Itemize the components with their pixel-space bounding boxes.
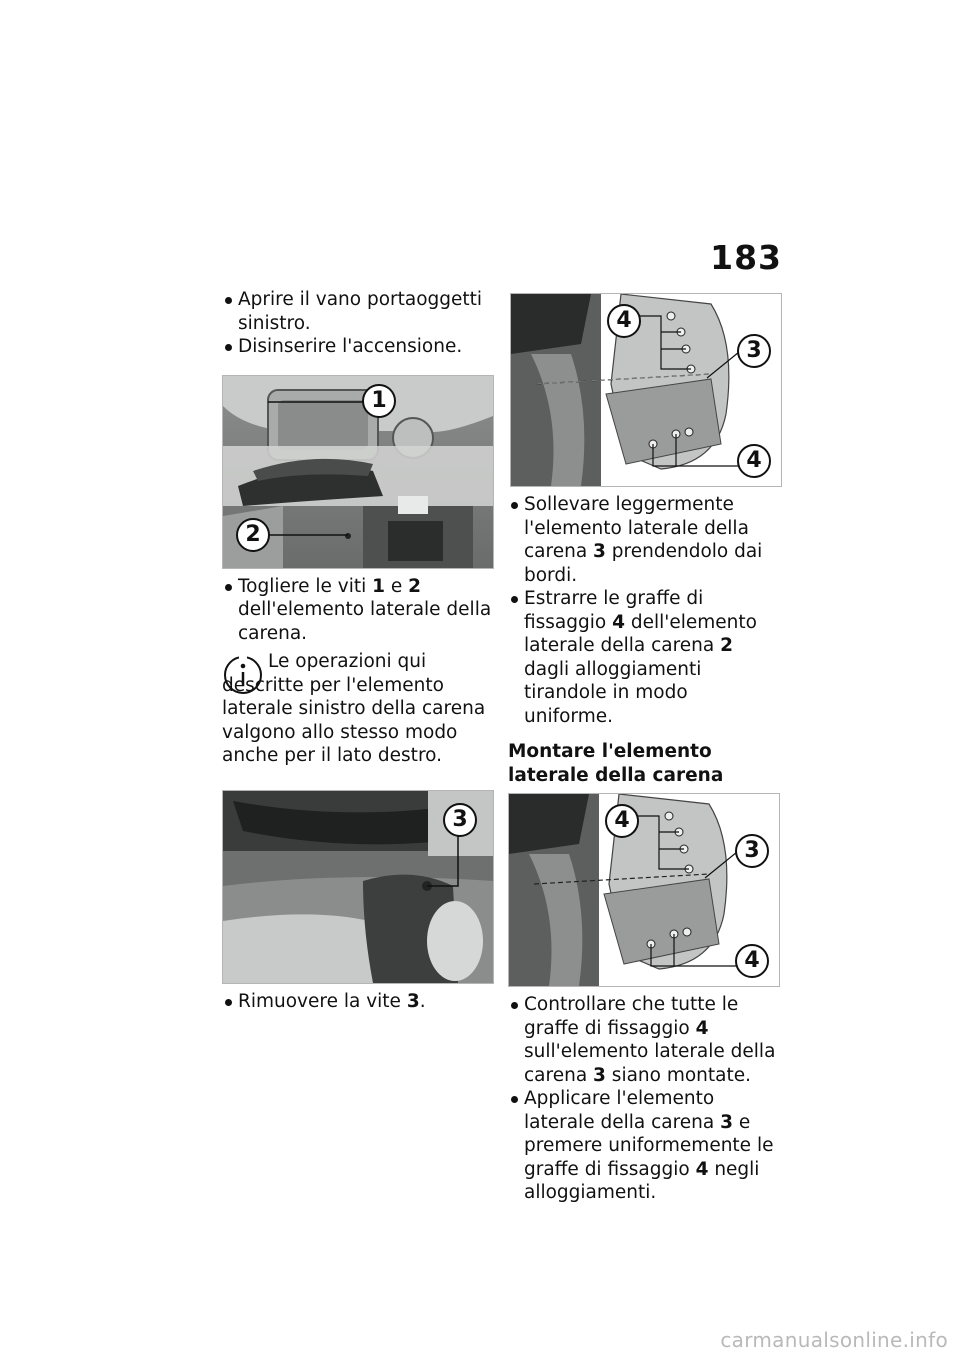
figure-screws-1-2 (222, 375, 494, 569)
callout-3: 3 (735, 834, 769, 868)
callout-4-bottom: 4 (735, 944, 769, 978)
callout-2: 2 (236, 518, 270, 552)
figure-screw-3 (222, 790, 494, 984)
info-note (222, 650, 494, 768)
figure-clips-install (508, 793, 780, 987)
instruction-apply-panel: Applicare l'elemento laterale della carena 3 e premere uniformemente le graffe di fissaggio 4 negli alloggiamenti. (508, 1087, 780, 1205)
page-number: 183 (710, 238, 782, 277)
right-column (508, 493, 780, 1205)
section-heading: Montare l'elemento laterale della carena (508, 741, 724, 786)
instruction-extract-clips: Estrarre le graffe di fissaggio 4 dell'elemento laterale della carena 2 dagli alloggiamenti tirandole in modo uniforme. (508, 587, 780, 728)
instruction-remove-screws-1-2: Togliere le viti 1 e 2 dell'elemento laterale della carena. (222, 575, 494, 646)
callout-4-top: 4 (605, 804, 639, 838)
instruction-ignition-off: Disinserire l'accensione. (222, 335, 494, 359)
callout-4-top: 4 (607, 304, 641, 338)
info-icon (222, 654, 264, 696)
callout-1: 1 (362, 384, 396, 418)
instruction-open-compartment: Aprire il vano portaoggetti sinistro. (222, 288, 494, 335)
instruction-lift-panel: Sollevare leggermente l'elemento laterale della carena 3 prendendolo dai bordi. (508, 493, 780, 587)
instruction-remove-screw-3: Rimuovere la vite 3. (222, 990, 494, 1014)
info-note-text: Le operazioni qui descritte per l'elemento laterale sinistro della carena valgono allo stesso modo anche per il lato destro. (222, 651, 486, 766)
callout-3: 3 (737, 334, 771, 368)
figure-clips-removal (510, 293, 782, 487)
callout-3: 3 (443, 803, 477, 837)
footer-watermark: carmanualsonline.info (720, 1328, 948, 1352)
instruction-check-clips: Controllare che tutte le graffe di fissaggio 4 sull'elemento laterale della carena 3 siano montate. (508, 993, 780, 1087)
callout-4-bottom: 4 (737, 444, 771, 478)
left-column (222, 288, 494, 1013)
